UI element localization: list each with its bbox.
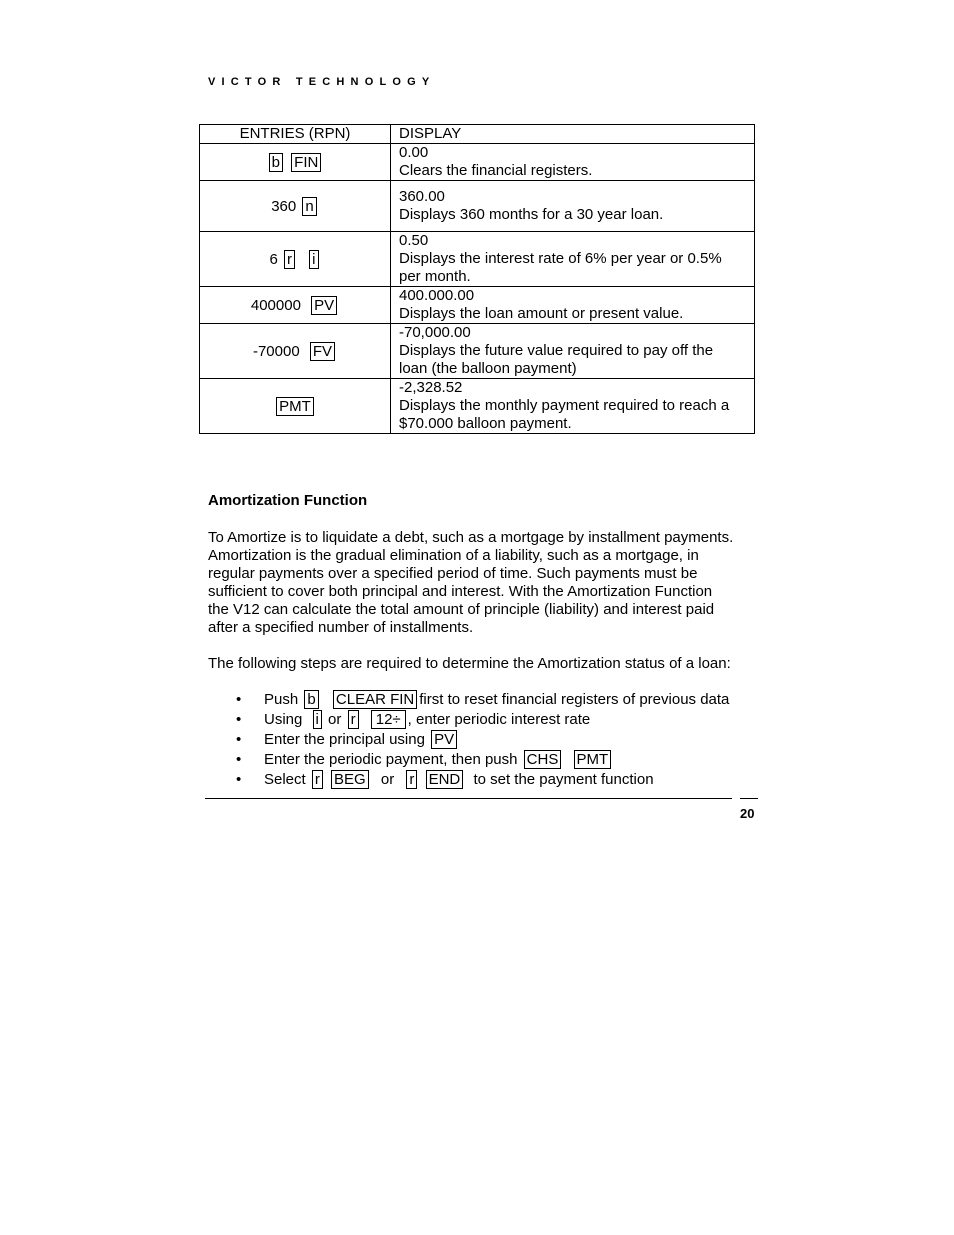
page-number: 20 <box>740 806 755 821</box>
display-value: 0.00 <box>399 144 429 161</box>
steps-intro: The following steps are required to determine the Amortization status of a loan: <box>208 655 731 672</box>
key-fin: FIN <box>291 153 321 172</box>
key-i: i <box>313 710 322 729</box>
display-desc: Displays 360 months for a 30 year loan. <box>399 206 664 223</box>
table-row <box>200 144 755 181</box>
list-item <box>208 690 768 710</box>
step-text: Select <box>264 771 306 788</box>
display-value: 0.50 <box>399 232 429 249</box>
key-r: r <box>406 770 417 789</box>
display-desc: per month. <box>399 268 471 285</box>
key-pv: PV <box>431 730 457 749</box>
steps-list <box>208 690 768 790</box>
step-text: to set the payment function <box>473 771 654 788</box>
list-item <box>208 750 768 770</box>
display-desc: Displays the interest rate of 6% per year or 0.5% <box>399 250 722 267</box>
display-cell <box>391 379 755 434</box>
display-desc: Displays the loan amount or present value. <box>399 305 684 322</box>
list-item <box>208 710 768 730</box>
rpn-entries-table <box>199 124 755 434</box>
table-row <box>200 232 755 287</box>
entry-cell <box>200 379 391 434</box>
key-beg: BEG <box>331 770 369 789</box>
list-item <box>208 730 768 750</box>
step-text: first to reset financial registers of previous data <box>419 691 730 708</box>
step-text: or <box>380 771 395 788</box>
paragraph-line: sufficient to cover both principal and interest. With the Amortization Function <box>208 583 713 600</box>
key-pv: PV <box>311 296 337 315</box>
entry-value: -70000 <box>252 342 300 360</box>
col-display-header: DISPLAY <box>391 125 755 144</box>
entry-cell <box>200 232 391 287</box>
display-cell <box>391 232 755 287</box>
paragraph-line: the V12 can calculate the total amount of principle (liability) and interest paid <box>208 601 715 618</box>
paragraph-line: regular payments over a specified period of time. Such payments must be <box>208 565 698 582</box>
key-pmt: PMT <box>276 397 314 416</box>
entry-cell <box>200 181 391 232</box>
key-r: r <box>284 250 295 269</box>
display-value: 360.00 <box>399 188 445 205</box>
step-text: Enter the periodic payment, then push <box>264 751 518 768</box>
display-value: -2,328.52 <box>399 379 463 396</box>
step-text: Push <box>264 691 299 708</box>
table-row <box>200 324 755 379</box>
footer-rule <box>205 798 732 799</box>
key-b: b <box>269 153 283 172</box>
entry-value: 400000 <box>250 296 301 314</box>
key-clear-fin: CLEAR FIN <box>333 690 417 709</box>
key-r: r <box>348 710 359 729</box>
display-cell <box>391 181 755 232</box>
paragraph-line: Amortization is the gradual elimination of a liability, such as a mortgage, in <box>208 547 699 564</box>
entry-cell <box>200 324 391 379</box>
entry-cell <box>200 287 391 324</box>
table-row <box>200 287 755 324</box>
key-chs: CHS <box>524 750 562 769</box>
display-cell <box>391 287 755 324</box>
key-12-divide: 12÷ <box>371 710 406 729</box>
step-text: Enter the principal using <box>264 731 425 748</box>
paragraph-line: To Amortize is to liquidate a debt, such as a mortgage by installment payments. <box>208 529 734 546</box>
display-value: -70,000.00 <box>399 324 471 341</box>
list-item <box>208 770 768 790</box>
display-desc: Clears the financial registers. <box>399 162 593 179</box>
bullet-icon: • <box>236 731 242 748</box>
key-fv: FV <box>310 342 335 361</box>
bullet-icon: • <box>236 691 242 708</box>
footer-rule-short <box>740 798 758 799</box>
key-b: b <box>304 690 318 709</box>
table-row <box>200 181 755 232</box>
intro-paragraph <box>208 529 768 637</box>
display-cell <box>391 324 755 379</box>
display-value: 400.000.00 <box>399 287 475 304</box>
key-pmt: PMT <box>574 750 612 769</box>
step-text: , enter periodic interest rate <box>407 711 591 728</box>
section-title: Amortization Function <box>208 492 368 509</box>
bullet-icon: • <box>236 751 242 768</box>
key-end: END <box>426 770 464 789</box>
display-cell <box>391 144 755 181</box>
table-row <box>200 379 755 434</box>
key-i: i <box>309 250 318 269</box>
step-text: or <box>328 711 342 728</box>
key-r: r <box>312 770 323 789</box>
col-entries-header: ENTRIES (RPN) <box>200 125 391 144</box>
running-header: VICTOR TECHNOLOGY <box>208 76 436 88</box>
display-desc: loan (the balloon payment) <box>399 360 577 377</box>
entry-value: 6 <box>269 250 278 268</box>
display-desc: $70.000 balloon payment. <box>399 415 572 432</box>
bullet-icon: • <box>236 771 242 788</box>
paragraph-line: after a specified number of installments. <box>208 619 474 636</box>
display-desc: Displays the future value required to pay off the <box>399 342 714 359</box>
entry-value: 360 <box>271 197 297 215</box>
key-n: n <box>302 197 316 216</box>
bullet-icon: • <box>236 711 242 728</box>
entry-cell <box>200 144 391 181</box>
display-desc: Displays the monthly payment required to reach a <box>399 397 730 414</box>
step-text: Using <box>264 711 303 728</box>
